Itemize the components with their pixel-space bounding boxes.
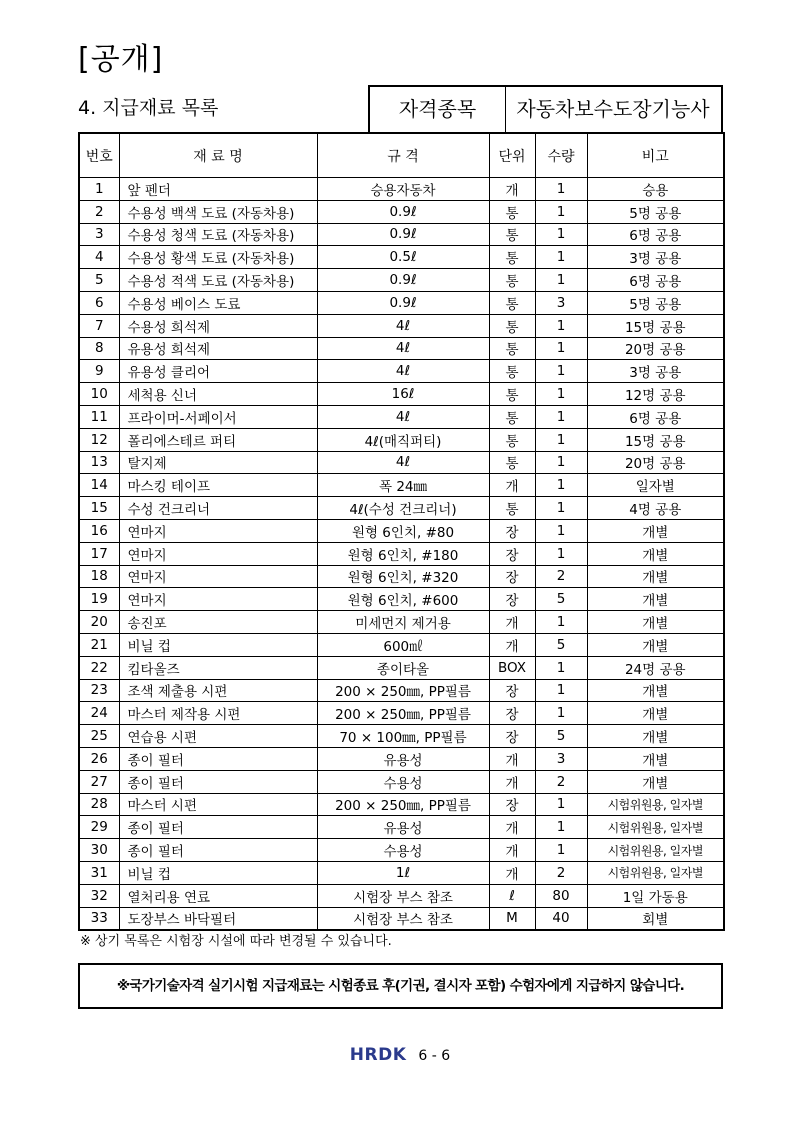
cell-material-name: 송진포 bbox=[119, 611, 317, 634]
cell-remarks: 15명 공용 bbox=[587, 428, 724, 451]
table-row bbox=[79, 291, 724, 314]
table-row bbox=[79, 337, 724, 360]
cell-number: 32 bbox=[79, 884, 119, 907]
cell-specification: 70 × 100㎜, PP필름 bbox=[317, 725, 489, 748]
cell-unit: 장 bbox=[489, 542, 535, 565]
cell-specification: 종이타올 bbox=[317, 656, 489, 679]
cell-specification: 0.9ℓ bbox=[317, 291, 489, 314]
cell-quantity: 1 bbox=[535, 474, 587, 497]
cell-material-name: 수용성 적색 도료 (자동차용) bbox=[119, 269, 317, 292]
cell-unit: 통 bbox=[489, 269, 535, 292]
cell-quantity: 80 bbox=[535, 884, 587, 907]
cell-unit: 장 bbox=[489, 702, 535, 725]
cell-number: 22 bbox=[79, 656, 119, 679]
cell-unit: 장 bbox=[489, 725, 535, 748]
cell-specification: 원형 6인치, #180 bbox=[317, 542, 489, 565]
table-row bbox=[79, 588, 724, 611]
cell-remarks: 6명 공용 bbox=[587, 223, 724, 246]
table-row bbox=[79, 497, 724, 520]
cell-material-name: 연마지 bbox=[119, 519, 317, 542]
cell-number: 30 bbox=[79, 839, 119, 862]
cell-material-name: 수용성 희석제 bbox=[119, 314, 317, 337]
cell-unit: 장 bbox=[489, 519, 535, 542]
cell-quantity: 1 bbox=[535, 360, 587, 383]
cell-quantity: 1 bbox=[535, 702, 587, 725]
cell-material-name: 연습용 시편 bbox=[119, 725, 317, 748]
cell-specification: 0.9ℓ bbox=[317, 200, 489, 223]
cell-material-name: 마스킹 테이프 bbox=[119, 474, 317, 497]
cell-material-name: 킴타올즈 bbox=[119, 656, 317, 679]
document-header bbox=[78, 85, 723, 132]
cell-quantity: 1 bbox=[535, 816, 587, 839]
cell-material-name: 종이 필터 bbox=[119, 816, 317, 839]
cell-material-name: 종이 필터 bbox=[119, 770, 317, 793]
cell-quantity: 40 bbox=[535, 907, 587, 930]
cell-remarks: 회별 bbox=[587, 907, 724, 930]
cell-specification: 원형 6인치, #600 bbox=[317, 588, 489, 611]
cell-quantity: 5 bbox=[535, 588, 587, 611]
cell-remarks: 개별 bbox=[587, 702, 724, 725]
table-row bbox=[79, 793, 724, 816]
header-number: 번호 bbox=[79, 133, 119, 178]
cell-specification: 200 × 250㎜, PP필름 bbox=[317, 679, 489, 702]
cell-quantity: 1 bbox=[535, 542, 587, 565]
cell-remarks: 일자별 bbox=[587, 474, 724, 497]
cell-specification: 200 × 250㎜, PP필름 bbox=[317, 702, 489, 725]
table-row bbox=[79, 519, 724, 542]
cell-unit: 통 bbox=[489, 428, 535, 451]
cell-number: 8 bbox=[79, 337, 119, 360]
cell-quantity: 5 bbox=[535, 725, 587, 748]
cell-number: 21 bbox=[79, 633, 119, 656]
cell-quantity: 2 bbox=[535, 565, 587, 588]
cell-remarks: 개별 bbox=[587, 747, 724, 770]
cell-quantity: 3 bbox=[535, 291, 587, 314]
header-specification: 규 격 bbox=[317, 133, 489, 178]
cell-number: 20 bbox=[79, 611, 119, 634]
cell-specification: 유용성 bbox=[317, 747, 489, 770]
qualification-value: 자동차보수도장기능사 bbox=[505, 85, 723, 132]
cell-remarks: 시험위원용, 일자별 bbox=[587, 861, 724, 884]
table-row bbox=[79, 474, 724, 497]
cell-material-name: 프라이머-서페이서 bbox=[119, 405, 317, 428]
cell-unit: 개 bbox=[489, 747, 535, 770]
cell-remarks: 20명 공용 bbox=[587, 337, 724, 360]
cell-number: 2 bbox=[79, 200, 119, 223]
cell-remarks: 개별 bbox=[587, 588, 724, 611]
cell-quantity: 1 bbox=[535, 405, 587, 428]
cell-quantity: 3 bbox=[535, 747, 587, 770]
cell-number: 18 bbox=[79, 565, 119, 588]
cell-specification: 4ℓ bbox=[317, 314, 489, 337]
table-row bbox=[79, 269, 724, 292]
cell-number: 26 bbox=[79, 747, 119, 770]
cell-material-name: 탈지제 bbox=[119, 451, 317, 474]
cell-number: 3 bbox=[79, 223, 119, 246]
cell-material-name: 세척용 신너 bbox=[119, 383, 317, 406]
cell-remarks: 개별 bbox=[587, 725, 724, 748]
cell-specification: 0.5ℓ bbox=[317, 246, 489, 269]
cell-quantity: 1 bbox=[535, 200, 587, 223]
cell-specification: 수용성 bbox=[317, 770, 489, 793]
cell-unit: 통 bbox=[489, 337, 535, 360]
cell-material-name: 마스터 제작용 시편 bbox=[119, 702, 317, 725]
cell-unit: 장 bbox=[489, 565, 535, 588]
table-row bbox=[79, 633, 724, 656]
cell-unit: 통 bbox=[489, 497, 535, 520]
table-row bbox=[79, 405, 724, 428]
table-row bbox=[79, 200, 724, 223]
cell-material-name: 종이 필터 bbox=[119, 839, 317, 862]
table-row bbox=[79, 383, 724, 406]
table-row bbox=[79, 428, 724, 451]
table-row bbox=[79, 747, 724, 770]
header-quantity: 수량 bbox=[535, 133, 587, 178]
cell-quantity: 1 bbox=[535, 839, 587, 862]
cell-material-name: 앞 펜더 bbox=[119, 178, 317, 201]
table-row bbox=[79, 565, 724, 588]
cell-material-name: 연마지 bbox=[119, 565, 317, 588]
cell-remarks: 5명 공용 bbox=[587, 200, 724, 223]
cell-quantity: 2 bbox=[535, 770, 587, 793]
cell-number: 27 bbox=[79, 770, 119, 793]
cell-specification: 16ℓ bbox=[317, 383, 489, 406]
cell-unit: 통 bbox=[489, 405, 535, 428]
cell-quantity: 1 bbox=[535, 337, 587, 360]
cell-number: 19 bbox=[79, 588, 119, 611]
table-row bbox=[79, 314, 724, 337]
cell-unit: 개 bbox=[489, 633, 535, 656]
table-row bbox=[79, 861, 724, 884]
cell-remarks: 24명 공용 bbox=[587, 656, 724, 679]
materials-table bbox=[78, 132, 725, 931]
cell-remarks: 개별 bbox=[587, 633, 724, 656]
cell-remarks: 개별 bbox=[587, 770, 724, 793]
cell-unit: 개 bbox=[489, 474, 535, 497]
cell-remarks: 승용 bbox=[587, 178, 724, 201]
cell-quantity: 1 bbox=[535, 246, 587, 269]
cell-number: 9 bbox=[79, 360, 119, 383]
cell-unit: 통 bbox=[489, 291, 535, 314]
cell-unit: 개 bbox=[489, 861, 535, 884]
cell-remarks: 1일 가동용 bbox=[587, 884, 724, 907]
cell-remarks: 시험위원용, 일자별 bbox=[587, 839, 724, 862]
cell-specification: 수용성 bbox=[317, 839, 489, 862]
table-row bbox=[79, 223, 724, 246]
cell-remarks: 시험위원용, 일자별 bbox=[587, 816, 724, 839]
page-number: 6 - 6 bbox=[418, 1048, 451, 1064]
cell-material-name: 연마지 bbox=[119, 588, 317, 611]
page-footer bbox=[0, 1045, 800, 1065]
cell-material-name: 유용성 희석제 bbox=[119, 337, 317, 360]
cell-specification: 200 × 250㎜, PP필름 bbox=[317, 793, 489, 816]
cell-material-name: 폴리에스테르 퍼티 bbox=[119, 428, 317, 451]
header-material-name: 재 료 명 bbox=[119, 133, 317, 178]
disclosure-label: [공개] bbox=[78, 42, 164, 77]
qualification-label: 자격종목 bbox=[368, 85, 506, 132]
table-row bbox=[79, 839, 724, 862]
cell-remarks: 5명 공용 bbox=[587, 291, 724, 314]
table-row bbox=[79, 656, 724, 679]
cell-unit: BOX bbox=[489, 656, 535, 679]
cell-unit: 통 bbox=[489, 223, 535, 246]
table-row bbox=[79, 770, 724, 793]
cell-material-name: 연마지 bbox=[119, 542, 317, 565]
cell-remarks: 4명 공용 bbox=[587, 497, 724, 520]
cell-material-name: 유용성 클리어 bbox=[119, 360, 317, 383]
cell-unit: 장 bbox=[489, 679, 535, 702]
table-row bbox=[79, 360, 724, 383]
cell-remarks: 15명 공용 bbox=[587, 314, 724, 337]
cell-specification: 시험장 부스 참조 bbox=[317, 907, 489, 930]
header-remarks: 비고 bbox=[587, 133, 724, 178]
cell-remarks: 개별 bbox=[587, 565, 724, 588]
cell-number: 12 bbox=[79, 428, 119, 451]
cell-remarks: 6명 공용 bbox=[587, 269, 724, 292]
cell-quantity: 2 bbox=[535, 861, 587, 884]
cell-number: 10 bbox=[79, 383, 119, 406]
cell-specification: 4ℓ bbox=[317, 451, 489, 474]
cell-quantity: 1 bbox=[535, 497, 587, 520]
cell-material-name: 수용성 청색 도료 (자동차용) bbox=[119, 223, 317, 246]
hrdk-logo: HRDK bbox=[349, 1045, 407, 1065]
cell-number: 29 bbox=[79, 816, 119, 839]
cell-material-name: 조색 제출용 시편 bbox=[119, 679, 317, 702]
cell-specification: 유용성 bbox=[317, 816, 489, 839]
cell-number: 17 bbox=[79, 542, 119, 565]
cell-specification: 600㎖ bbox=[317, 633, 489, 656]
cell-number: 14 bbox=[79, 474, 119, 497]
table-row bbox=[79, 907, 724, 930]
cell-unit: 통 bbox=[489, 246, 535, 269]
cell-number: 24 bbox=[79, 702, 119, 725]
cell-number: 15 bbox=[79, 497, 119, 520]
cell-quantity: 1 bbox=[535, 611, 587, 634]
table-row bbox=[79, 679, 724, 702]
cell-specification: 0.9ℓ bbox=[317, 223, 489, 246]
cell-material-name: 마스터 시편 bbox=[119, 793, 317, 816]
cell-unit: 개 bbox=[489, 178, 535, 201]
table-row bbox=[79, 816, 724, 839]
cell-unit: 통 bbox=[489, 200, 535, 223]
cell-remarks: 개별 bbox=[587, 611, 724, 634]
cell-specification: 4ℓ(매직퍼티) bbox=[317, 428, 489, 451]
cell-specification: 미세먼지 제거용 bbox=[317, 611, 489, 634]
table-row bbox=[79, 542, 724, 565]
cell-material-name: 비닐 컵 bbox=[119, 633, 317, 656]
cell-quantity: 1 bbox=[535, 519, 587, 542]
cell-unit: 통 bbox=[489, 451, 535, 474]
cell-quantity: 5 bbox=[535, 633, 587, 656]
cell-quantity: 1 bbox=[535, 793, 587, 816]
cell-number: 4 bbox=[79, 246, 119, 269]
cell-quantity: 1 bbox=[535, 178, 587, 201]
cell-material-name: 열처리용 연료 bbox=[119, 884, 317, 907]
cell-number: 23 bbox=[79, 679, 119, 702]
cell-unit: 개 bbox=[489, 839, 535, 862]
cell-quantity: 1 bbox=[535, 223, 587, 246]
table-row bbox=[79, 702, 724, 725]
table-header-row bbox=[79, 133, 724, 178]
cell-specification: 4ℓ bbox=[317, 337, 489, 360]
cell-number: 16 bbox=[79, 519, 119, 542]
cell-specification: 0.9ℓ bbox=[317, 269, 489, 292]
cell-quantity: 1 bbox=[535, 679, 587, 702]
cell-number: 28 bbox=[79, 793, 119, 816]
cell-quantity: 1 bbox=[535, 314, 587, 337]
cell-specification: 폭 24㎜ bbox=[317, 474, 489, 497]
cell-specification: 4ℓ bbox=[317, 405, 489, 428]
cell-remarks: 시험위원용, 일자별 bbox=[587, 793, 724, 816]
cell-unit: ℓ bbox=[489, 884, 535, 907]
cell-unit: 통 bbox=[489, 360, 535, 383]
table-row bbox=[79, 611, 724, 634]
cell-number: 7 bbox=[79, 314, 119, 337]
cell-unit: M bbox=[489, 907, 535, 930]
cell-unit: 장 bbox=[489, 588, 535, 611]
cell-number: 11 bbox=[79, 405, 119, 428]
cell-material-name: 수용성 백색 도료 (자동차용) bbox=[119, 200, 317, 223]
cell-number: 13 bbox=[79, 451, 119, 474]
cell-material-name: 종이 필터 bbox=[119, 747, 317, 770]
cell-quantity: 1 bbox=[535, 383, 587, 406]
cell-unit: 장 bbox=[489, 793, 535, 816]
cell-unit: 개 bbox=[489, 611, 535, 634]
cell-remarks: 6명 공용 bbox=[587, 405, 724, 428]
cell-number: 6 bbox=[79, 291, 119, 314]
cell-material-name: 비닐 컵 bbox=[119, 861, 317, 884]
cell-quantity: 1 bbox=[535, 269, 587, 292]
table-row bbox=[79, 884, 724, 907]
cell-material-name: 수용성 황색 도료 (자동차용) bbox=[119, 246, 317, 269]
cell-specification: 승용자동차 bbox=[317, 178, 489, 201]
cell-number: 33 bbox=[79, 907, 119, 930]
table-row bbox=[79, 725, 724, 748]
section-title: 4. 지급재료 목록 bbox=[78, 97, 219, 119]
cell-specification: 원형 6인치, #80 bbox=[317, 519, 489, 542]
cell-quantity: 1 bbox=[535, 428, 587, 451]
cell-number: 31 bbox=[79, 861, 119, 884]
table-row bbox=[79, 246, 724, 269]
cell-material-name: 수성 건크리너 bbox=[119, 497, 317, 520]
cell-remarks: 3명 공용 bbox=[587, 246, 724, 269]
cell-number: 1 bbox=[79, 178, 119, 201]
table-row bbox=[79, 451, 724, 474]
cell-unit: 통 bbox=[489, 383, 535, 406]
cell-number: 5 bbox=[79, 269, 119, 292]
cell-specification: 4ℓ bbox=[317, 360, 489, 383]
cell-specification: 시험장 부스 참조 bbox=[317, 884, 489, 907]
notice-box: ※국가기술자격 실기시험 지급재료는 시험종료 후(기권, 결시자 포함) 수험자에게 지급하지 않습니다. bbox=[78, 963, 723, 1009]
table-note: ※ 상기 목록은 시험장 시설에 따라 변경될 수 있습니다. bbox=[80, 934, 392, 949]
cell-remarks: 3명 공용 bbox=[587, 360, 724, 383]
cell-specification: 1ℓ bbox=[317, 861, 489, 884]
cell-specification: 4ℓ(수성 건크리너) bbox=[317, 497, 489, 520]
cell-material-name: 도장부스 바닥필터 bbox=[119, 907, 317, 930]
cell-material-name: 수용성 베이스 도료 bbox=[119, 291, 317, 314]
cell-quantity: 1 bbox=[535, 656, 587, 679]
cell-remarks: 20명 공용 bbox=[587, 451, 724, 474]
cell-unit: 개 bbox=[489, 816, 535, 839]
cell-remarks: 개별 bbox=[587, 542, 724, 565]
header-unit: 단위 bbox=[489, 133, 535, 178]
cell-remarks: 개별 bbox=[587, 679, 724, 702]
table-row bbox=[79, 178, 724, 201]
cell-quantity: 1 bbox=[535, 451, 587, 474]
cell-remarks: 12명 공용 bbox=[587, 383, 724, 406]
cell-unit: 개 bbox=[489, 770, 535, 793]
cell-unit: 통 bbox=[489, 314, 535, 337]
cell-specification: 원형 6인치, #320 bbox=[317, 565, 489, 588]
cell-number: 25 bbox=[79, 725, 119, 748]
cell-remarks: 개별 bbox=[587, 519, 724, 542]
